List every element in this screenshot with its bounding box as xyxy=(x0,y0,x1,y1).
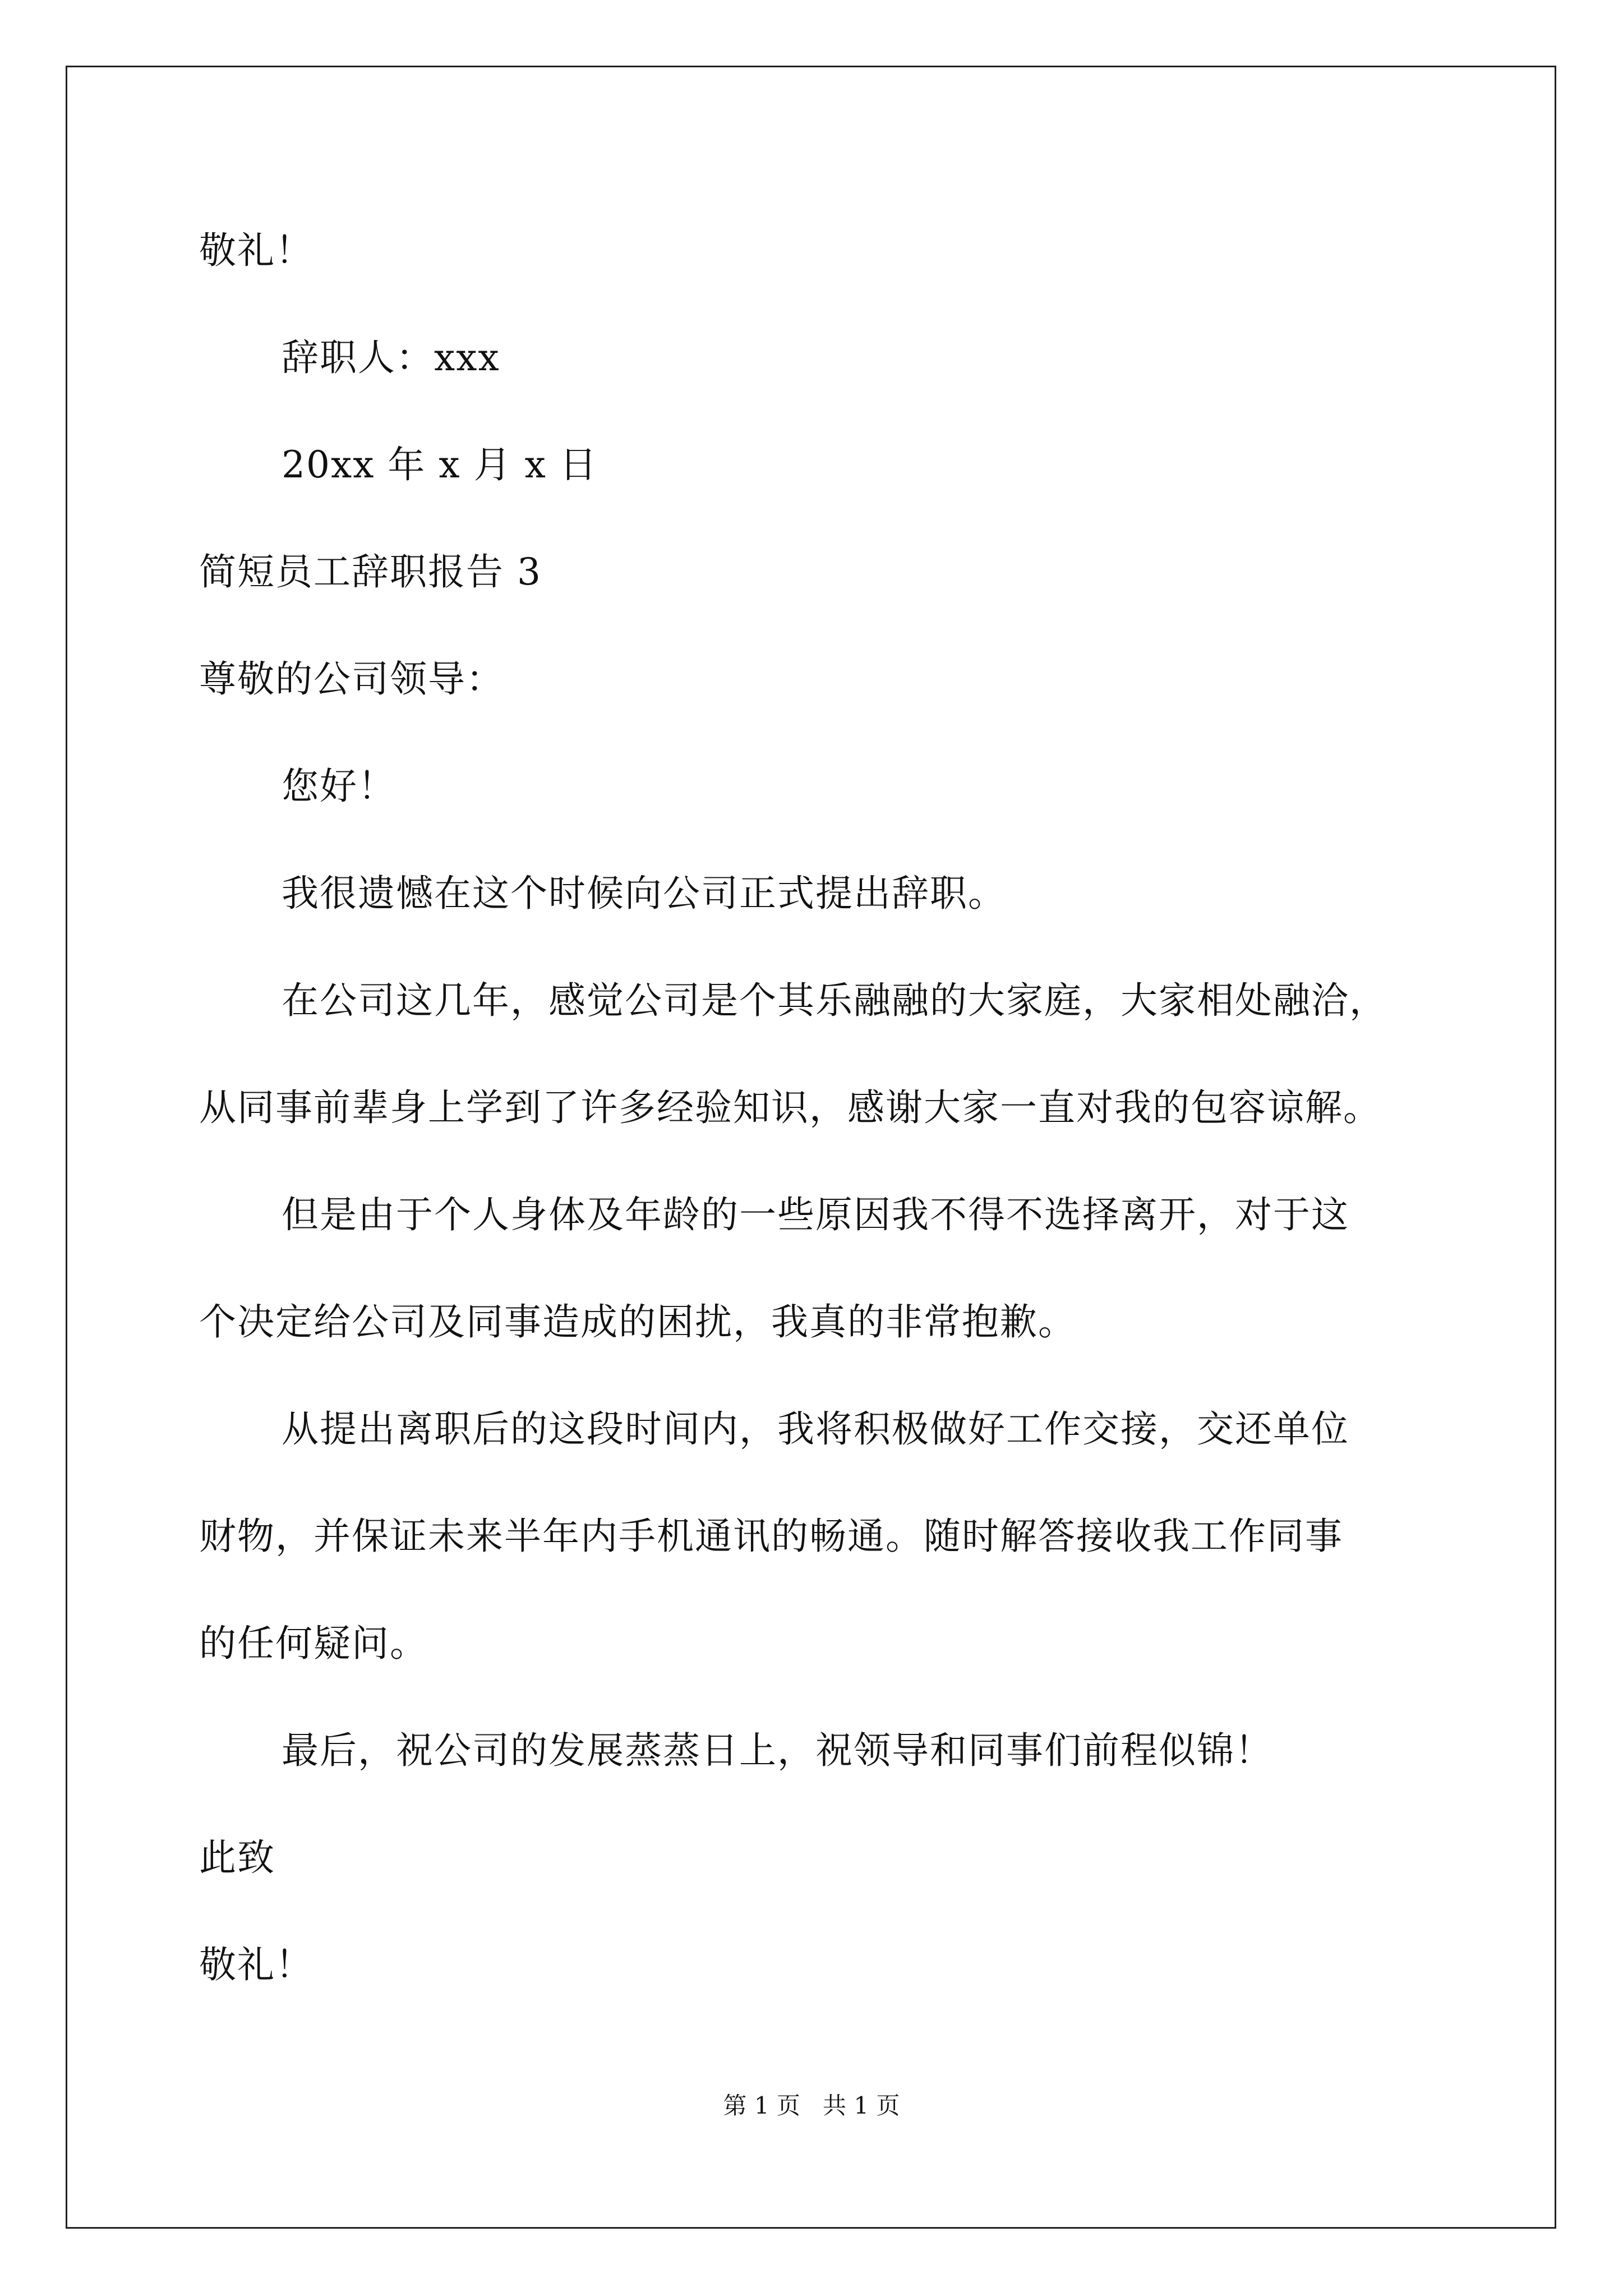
body-paragraph-2-line-2: 从同事前辈身上学到了许多经验知识，感谢大家一直对我的包容谅解。 xyxy=(199,1086,1381,1129)
recipient-line: 尊敬的公司领导： xyxy=(199,657,504,701)
closing-zhici: 此致 xyxy=(199,1836,275,1879)
page-footer: 第 1 页 共 1 页 xyxy=(723,2092,900,2119)
section-title: 简短员工辞职报告 3 xyxy=(199,550,542,593)
body-paragraph-1: 我很遗憾在这个时候向公司正式提出辞职。 xyxy=(282,872,1006,915)
resigner-name: 辞职人：xxx xyxy=(282,336,500,379)
closing-salutation-2: 敬礼！ xyxy=(199,1943,313,1986)
body-paragraph-5: 最后，祝公司的发展蒸蒸日上，祝领导和同事们前程似锦！ xyxy=(282,1729,1273,1772)
page-border xyxy=(66,66,1556,2229)
body-paragraph-4-line-1: 从提出离职后的这段时间内，我将积极做好工作交接，交还单位 xyxy=(282,1407,1349,1451)
body-paragraph-3-line-2: 个决定给公司及同事造成的困扰，我真的非常抱歉。 xyxy=(199,1300,1076,1343)
body-paragraph-4-line-2: 财物，并保证未来半年内手机通讯的畅通。随时解答接收我工作同事 xyxy=(199,1515,1343,1558)
body-paragraph-3-line-1: 但是由于个人身体及年龄的一些原因我不得不选择离开，对于这 xyxy=(282,1193,1349,1236)
greeting-line: 您好！ xyxy=(282,765,396,808)
closing-salutation-1: 敬礼！ xyxy=(199,229,313,272)
body-paragraph-2-line-1: 在公司这几年，感觉公司是个其乐融融的大家庭，大家相处融洽， xyxy=(282,979,1387,1022)
body-paragraph-4-line-3: 的任何疑问。 xyxy=(199,1622,428,1665)
date-line: 20xx 年 x 月 x 日 xyxy=(282,443,598,486)
